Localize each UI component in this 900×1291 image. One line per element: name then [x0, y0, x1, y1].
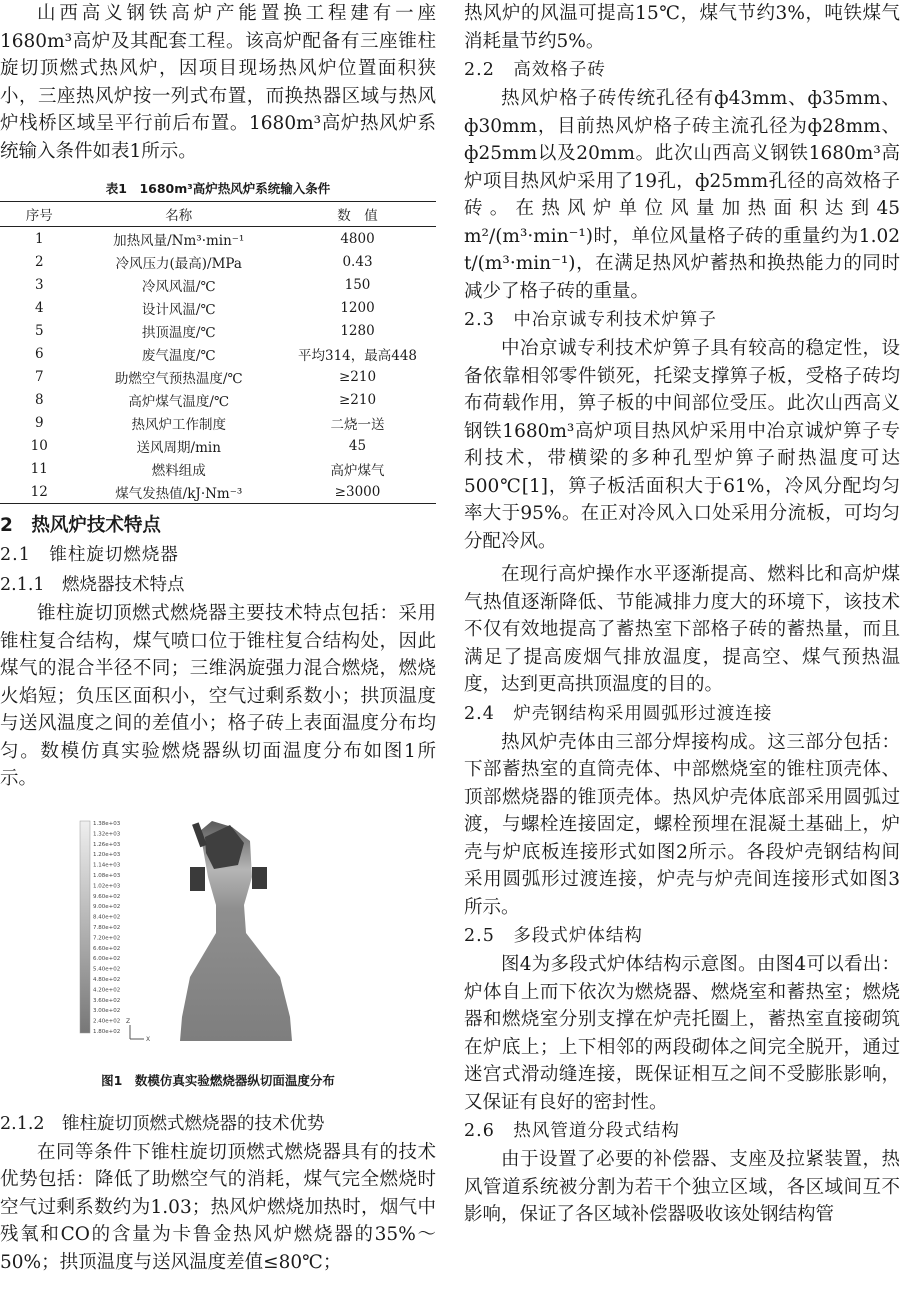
table-cell: 7: [34, 368, 44, 385]
legend-label: 1.26e+03: [93, 841, 121, 848]
legend-labels: [93, 821, 121, 1035]
section-2-2-paragraph: 热风炉格子砖传统孔径有ф43mm、ф35mm、ф30mm，目前热风炉格子砖主流孔径为ф28mm、ф25mm以及20mm。此次山西高义钢铁1680m³高炉项目热风炉采用了19孔，ф25mm孔径的高效格子砖。在热风炉单位风量加热面积达到45 m²/(m³·min⁻¹)时，单位风量格子砖的重量约为1.02 t/(m³·min⁻¹)，在满足热风炉蓄热和换热能力的同时减少了格子砖的重量。: [464, 88, 900, 302]
section-2-1-1-paragraph: 锥柱旋切顶燃式燃烧器主要技术特点包括：采用锥柱复合结构，煤气喷口位于锥柱复合结构处，因此煤气的混合半径不同；三维涡旋强力混合燃烧，燃烧火焰短；负压区面积小，空气过剩系数小；拱顶温度与送风温度之间的差值小；格子砖上表面温度分布均匀。数模仿真实验燃烧器纵切面温度分布如图1所示。: [0, 603, 436, 789]
legend-label: 9.60e+02: [93, 893, 121, 900]
table-cell: 1: [34, 230, 44, 247]
table-cell: ≥210: [338, 368, 377, 385]
table-cell: 1280: [340, 322, 375, 339]
legend-label: 3.00e+02: [93, 1007, 121, 1014]
table-cell: 废气温度/℃: [141, 347, 216, 364]
table-cell: 设计风温/℃: [141, 301, 216, 318]
section-2-5-paragraph: 图4为多段式炉体结构示意图。由图4可以看出：炉体自上而下依次为燃烧器、燃烧室和蓄热室；燃烧器和燃烧室分别支撑在炉壳托圈上，蓄热室直接砌筑在炉底上；上下相邻的两段砌体之间完全脱开，通过迷宫式滑动缝连接，既保证相互之间不受膨胀影响，又保证有良好的密封性。: [464, 954, 900, 1113]
input-conditions-table: [0, 201, 436, 504]
legend-label: 6.60e+02: [93, 945, 121, 952]
section-2-1-heading: 2.1 锥柱旋切燃烧器: [0, 545, 179, 565]
section-2-2-heading: 2.2 高效格子砖: [464, 60, 606, 80]
table-cell: 150: [344, 276, 371, 293]
legend-label: 1.80e+02: [93, 1028, 121, 1035]
table-cell: 3: [34, 276, 44, 293]
table-cell: 平均314，最高448: [297, 347, 418, 364]
table-cell: 助燃空气预热温度/℃: [114, 370, 243, 387]
table-row: [0, 411, 436, 434]
left-column: [0, 0, 436, 1291]
legend-label: 7.80e+02: [93, 924, 121, 931]
legend-label: 2.40e+02: [93, 1018, 121, 1025]
temperature-distribution-figure: [0, 817, 436, 1067]
section-2-4-paragraph: 热风炉壳体由三部分焊接构成。这三部分包括：下部蓄热室的直筒壳体、中部燃烧室的锥柱顶壳体、顶部燃烧器的锥顶壳体。热风炉壳体底部采用圆弧过渡，与螺栓连接固定，螺栓预埋在混凝土基础上，炉壳与炉底板连接形式如图2所示。各段炉壳钢结构间采用圆弧形过渡连接，炉壳与炉壳间连接形式如图3所示。: [464, 731, 900, 918]
axis-z-label: Z: [126, 1017, 131, 1025]
table-cell: 9: [34, 414, 44, 431]
legend-label: 6.00e+02: [93, 955, 121, 962]
legend-label: 4.20e+02: [93, 986, 121, 993]
section-2-3-paragraph-b: 在现行高炉操作水平逐渐提高、燃料比和高炉煤气热值逐渐降低、节能减排力度大的环境下，该技术不仅有效地提高了蓄热室下部格子砖的蓄热量，而且满足了提高废烟气排放温度，提高空、煤气预热温度，达到更高拱顶温度的目的。: [464, 564, 900, 695]
table-cell: 高炉煤气: [330, 462, 385, 479]
table-row: [0, 434, 436, 457]
section-2-3-paragraph-a: 中冶京诚专利技术炉箅子具有较高的稳定性，设备依靠相邻零件锁死，托梁支撑箅子板，受格子砖均布荷载作用，箅子板的中间部位受压。此次山西高义钢铁1680m³高炉项目热风炉采用中冶京诚炉箅子专利技术，带横梁的多种孔型炉箅子耐热温度可达500℃[1]，箅子板活面积大于61%，冷风分配均匀率大于95%。在正对冷风入口处采用分流板，可均匀分配冷风。: [464, 338, 900, 552]
legend-label: 1.08e+03: [93, 872, 121, 879]
section-2-3-heading: 2.3 中冶京诚专利技术炉箅子: [464, 310, 717, 330]
table-cell: 6: [34, 345, 44, 362]
legend-label: 1.32e+03: [93, 830, 121, 837]
table-row: [0, 342, 436, 365]
legend-label: 3.60e+02: [93, 997, 121, 1004]
table-cell: 高炉煤气温度/℃: [128, 393, 230, 410]
legend-label: 1.14e+03: [93, 862, 121, 869]
table-row: [0, 388, 436, 411]
table-cell: 10: [30, 437, 48, 454]
table-row: [0, 250, 436, 273]
section-2-5-heading: 2.5 多段式炉体结构: [464, 926, 643, 946]
right-column: [464, 0, 900, 1291]
figure-1: [0, 817, 436, 1067]
section-2-1-2-paragraph: 在同等条件下锥柱旋切顶燃式燃烧器具有的技术优势包括：降低了助燃空气的消耗，煤气完全燃烧时空气过剩系数约为1.03；热风炉燃烧加热时，烟气中残氧和CO的含量为卡鲁金热风炉燃烧器的35%～50%；拱顶温度与送风温度差值≤80℃；: [0, 1141, 436, 1273]
gas-inlet-left: [190, 867, 205, 891]
table-cell: 45: [348, 437, 367, 454]
table-cell: 2: [34, 253, 44, 270]
section-2-1-2-heading: 2.1.2 锥柱旋切顶燃式燃烧器的技术优势: [0, 1113, 325, 1134]
table-cell: 燃料组成: [151, 462, 206, 479]
table-row: [0, 365, 436, 388]
table-row: [0, 457, 436, 480]
section-2-6-paragraph: 由于设置了必要的补偿器、支座及拉紧装置，热风管道系统被分割为若干个独立区域，各区域间互不影响，保证了各区域补偿器吸收该处钢结构管: [464, 1149, 900, 1225]
table-cell: 送风周期/min: [136, 439, 221, 456]
table-cell: ≥3000: [279, 480, 436, 504]
table-cell: 8: [34, 391, 44, 408]
table-cell: 1200: [340, 299, 375, 316]
table-row: [0, 319, 436, 342]
table-row: [0, 273, 436, 296]
table-cell: 12: [0, 480, 78, 504]
table-cell: 冷风压力(最高)/MPa: [115, 255, 242, 272]
section-2-6-heading: 2.6 热风管道分段式结构: [464, 1121, 680, 1141]
table-row: [0, 296, 436, 319]
table-cell: 11: [30, 460, 48, 477]
legend-label: 9.00e+02: [93, 903, 121, 910]
table-header-cell: 序号: [0, 202, 78, 227]
table-cell: 拱顶温度/℃: [141, 324, 216, 341]
legend-label: 1.38e+03: [93, 820, 121, 827]
legend-label: 5.40e+02: [93, 966, 121, 973]
section-2-heading: 2 热风炉技术特点: [0, 515, 161, 536]
table-row: [0, 227, 436, 251]
table-cell: 加热风量/Nm³·min⁻¹: [113, 232, 245, 249]
table-cell: 冷风风温/℃: [141, 278, 216, 295]
table-header-row: [0, 202, 436, 227]
figure-1-caption: 图1 数模仿真实验燃烧器纵切面温度分布: [101, 1072, 335, 1088]
gas-inlet-right: [252, 867, 267, 889]
axis-x-label: X: [146, 1035, 151, 1043]
legend-label: 8.40e+02: [93, 914, 121, 921]
table-cell: 5: [34, 322, 44, 339]
table-cell: 煤气发热值/kJ·Nm⁻³: [78, 480, 279, 504]
continued-paragraph: 热风炉的风温可提高15℃，煤气节约3%，吨铁煤气消耗量节约5%。: [464, 3, 900, 52]
legend-label: 4.80e+02: [93, 976, 121, 983]
table-cell: 4800: [340, 230, 375, 247]
table-caption: 表1 1680m³高炉热风炉系统输入条件: [105, 181, 331, 196]
section-2-4-heading: 2.4 炉壳钢结构采用圆弧形过渡连接: [464, 703, 773, 724]
table-cell: 热风炉工作制度: [131, 416, 226, 433]
legend-label: 1.02e+03: [93, 882, 121, 889]
legend-label: 7.20e+02: [93, 934, 121, 941]
table-cell: 二烧一送: [330, 416, 385, 433]
table-cell: ≥210: [338, 391, 377, 408]
table-header-cell: 名称: [78, 202, 279, 227]
table-cell: 0.43: [342, 253, 373, 270]
color-legend-bar: [80, 821, 90, 1033]
table-cell: 4: [34, 299, 44, 316]
table-row: [0, 480, 436, 504]
legend-label: 1.20e+03: [93, 851, 121, 858]
table-header-cell: 数 值: [279, 202, 436, 227]
intro-paragraph: 山西高义钢铁高炉产能置换工程建有一座1680m³高炉及其配套工程。该高炉配备有三座锥柱旋切顶燃式热风炉，因项目现场热风炉位置面积狭小，三座热风炉按一列式布置，而换热器区域与热风炉栈桥区域呈平行前后布置。1680m³高炉热风炉系统输入条件如表1所示。: [0, 3, 436, 162]
section-2-1-1-heading: 2.1.1 燃烧器技术特点: [0, 575, 185, 595]
